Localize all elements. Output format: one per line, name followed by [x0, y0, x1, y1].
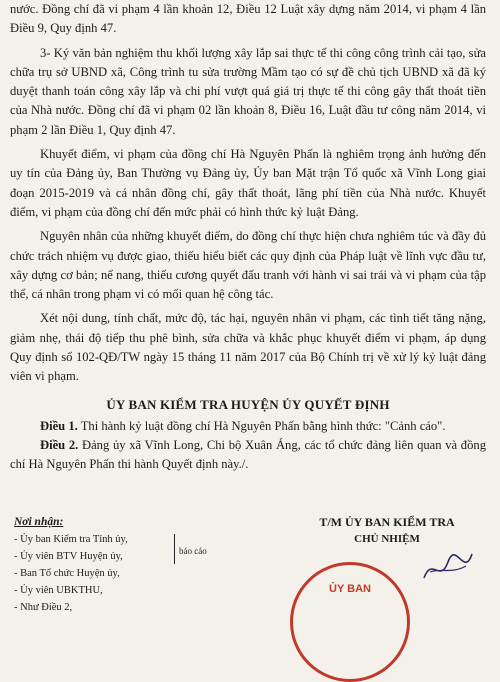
recipient-item: - Như Điều 2,: [14, 602, 73, 613]
paragraph-3: Khuyết điểm, vi phạm của đồng chí Hà Nguyên Phấn là nghiêm trọng ảnh hưởng đến uy tín của Đảng ủy, Ban Thường vụ Đảng ủy, Ủy ban Mặt trận Tổ quốc xã Vĩnh Long giai đoạn 2015-2019 và cá nhân đồng chí, gây thất thoát, lãng phí tiền của Nhà nước. Khuyết điểm, vi phạm của đồng chí đến mức phải có hình thức kỷ luật Đảng.: [10, 147, 486, 219]
paragraph-4: Nguyên nhân của những khuyết điểm, do đồng chí thực hiện chưa nghiêm túc và đầy đủ chức trách nhiệm vụ được giao, thiếu hiểu biết các quy định của Pháp luật về lĩnh vực đầu tư, xây dựng cơ bản; nể nang, thiếu cương quyết đấu tranh với hành vi sai trái và vi phạm của tập thể, cá nhân trong phạm vi có mối quan hệ công tác.: [10, 229, 486, 302]
recipient-item: - Ủy viên UBKTHU,: [14, 585, 103, 596]
article-1-label: Điều 1.: [40, 418, 78, 433]
bracket-divider: [168, 534, 175, 564]
stamp-text: ỦY BAN: [329, 583, 371, 595]
signature-block: [282, 514, 492, 548]
official-stamp: [290, 562, 410, 682]
paragraph-2: 3- Ký văn bản nghiệm thu khối lượng xây lắp sai thực tế thi công công trình cải tạo, sửa chữa trụ sở UBND xã, Công trình tu sửa trường Mầm tạo có sự đề chủ tịch UBND xã đã ký duyệt thanh toán công xây lắp và chi phí vượt quá giá trị thực tế thi công gây thất thoát tiền của Nhà nước. Đồng chí đã vi phạm 02 lần khoản 8, Điều 16, Luật đầu tư công năm 2014, vi phạm 2 lần Điều 1, Quy định 47.: [10, 45, 486, 137]
decision-heading: ỦY BAN KIỂM TRA HUYỆN ỦY QUYẾT ĐỊNH: [106, 396, 390, 412]
article-2-label: Điều 2.: [40, 437, 79, 452]
recipient-item: - Ban Tổ chức Huyện ủy,: [14, 568, 120, 579]
recipients-title: Nơi nhận:: [14, 516, 64, 528]
recipient-item: - Ủy ban Kiểm tra Tỉnh ủy,: [14, 534, 128, 545]
article-2-text: Đảng ủy xã Vĩnh Long, Chi bộ Xuân Áng, các tổ chức đảng liên quan và đồng chí Hà Nguyên Phấn thi hành Quyết định này./.: [10, 437, 486, 472]
bracket-label: báo cáo: [179, 546, 207, 556]
paragraph-1: nước. Đồng chí đã vi phạm 4 lần khoản 12, Điều 12 Luật xây dựng năm 2014, vi phạm 4 lần Điều 9, Quy định 47.: [10, 2, 486, 36]
signature-org: T/M ỦY BAN KIỂM TRA: [319, 515, 455, 529]
article-2: [10, 436, 486, 475]
handwritten-signature: [420, 548, 475, 588]
document-footer: [14, 514, 486, 613]
paragraph-5: Xét nội dung, tính chất, mức độ, tác hại, nguyên nhân vi phạm, các tình tiết tăng nặng, giảm nhẹ, thái độ tiếp thu phê bình, sửa chữa và khắc phục khuyết điểm vi phạm, áp dụng Quy định số 102-QĐ/TW ngày 15 tháng 11 năm 2017 của Bộ Chính trị về xử lý kỷ luật đảng viên vi phạm.: [10, 311, 486, 384]
recipients-block: [14, 514, 244, 616]
article-1-text: Thi hành kỷ luật đồng chí Hà Nguyên Phấn bằng hình thức: "Cảnh cáo".: [77, 418, 446, 433]
recipient-item: - Ủy viên BTV Huyện ủy,: [14, 551, 123, 562]
signature-role: CHỦ NHIỆM: [354, 533, 420, 545]
article-1: [10, 417, 486, 436]
